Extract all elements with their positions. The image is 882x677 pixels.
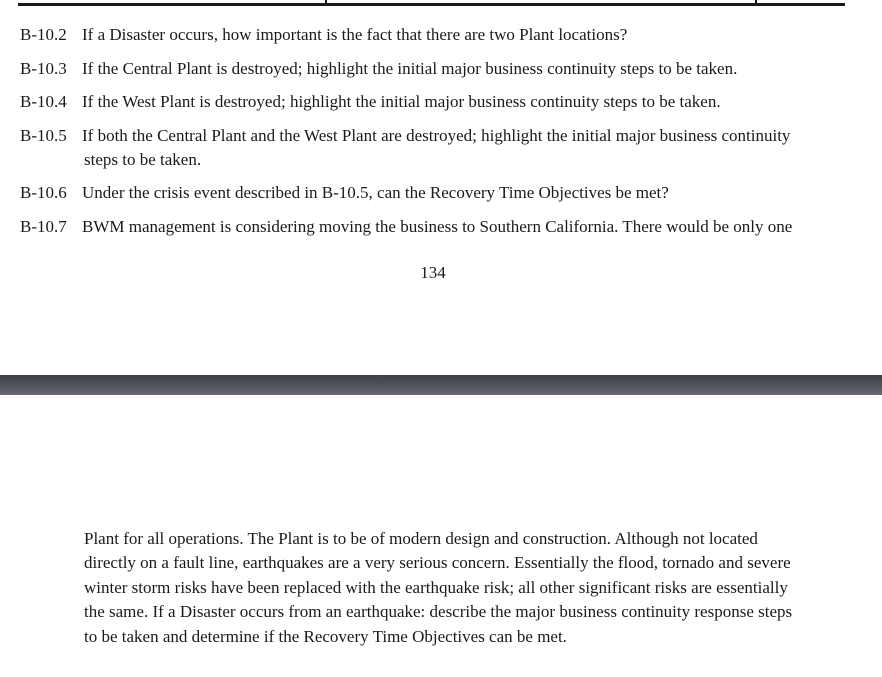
paragraph-line: directly on a fault line, earthquakes are a very serious concern. Essentially the flood, tornado and severe <box>84 553 791 573</box>
question-number: B-10.2 <box>20 25 67 44</box>
page-number: 134 <box>420 263 446 282</box>
question-number: B-10.5 <box>20 126 67 145</box>
table-column-divider <box>325 0 327 3</box>
question-text: Under the crisis event described in B-10.5, can the Recovery Time Objectives be met? <box>82 183 669 202</box>
question-b-10-3 <box>20 57 850 81</box>
question-text: If the Central Plant is destroyed; highlight the initial major business continuity steps to be taken. <box>82 59 738 78</box>
paragraph-line: to be taken and determine if the Recovery Time Objectives can be met. <box>84 626 567 646</box>
paragraph-line: winter storm risks have been replaced with the earthquake risk; all other significant risks are essentially <box>84 577 788 597</box>
question-text: If both the Central Plant and the West Plant are destroyed; highlight the initial major business continuity <box>82 126 791 145</box>
question-text: If the West Plant is destroyed; highlight the initial major business continuity steps to be taken. <box>82 92 721 111</box>
question-b-10-6 <box>20 181 850 205</box>
question-number: B-10.4 <box>20 92 67 111</box>
question-b-10-7 <box>20 215 850 239</box>
paragraph-line: Plant for all operations. The Plant is to be of modern design and construction. Although not located <box>84 529 758 548</box>
question-b-10-2 <box>20 23 850 47</box>
question-b-10-4 <box>20 90 850 114</box>
question-text: If a Disaster occurs, how important is the fact that there are two Plant locations? <box>82 25 628 44</box>
question-number: B-10.7 <box>20 217 67 236</box>
question-b-10-7-continuation <box>84 527 844 649</box>
page-separator <box>0 375 882 395</box>
question-b-10-5 <box>20 124 850 172</box>
question-text: BWM management is considering moving the business to Southern California. There would be only one <box>82 217 793 236</box>
question-number: B-10.6 <box>20 183 67 202</box>
question-number: B-10.3 <box>20 59 67 78</box>
question-text-continued: steps to be taken. <box>84 150 202 169</box>
table-column-divider <box>755 0 757 3</box>
paragraph-line: the same. If a Disaster occurs from an earthquake: describe the major business continuity response steps <box>84 602 793 622</box>
table-bottom-border <box>18 0 845 6</box>
